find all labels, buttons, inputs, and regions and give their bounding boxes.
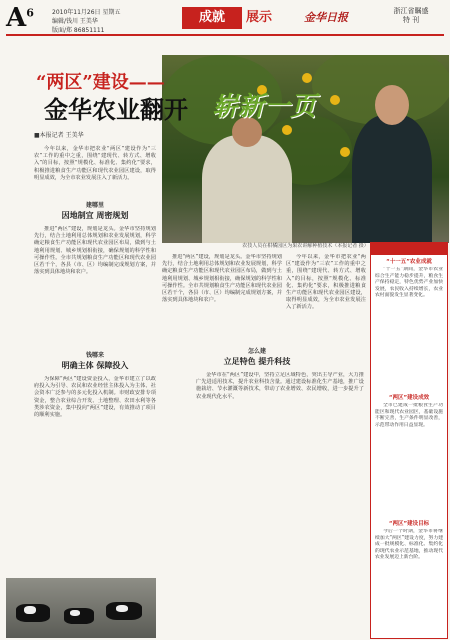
headline-stamp: 崭新一页 [212, 92, 317, 122]
sidebar-body-3: 今后一个时期，金华市将继续加大“两区”建设力度，努力建成一批规模化、标准化、集约化的现代农业示范基地，推动现代农业发展迈上新台阶。 [375, 529, 443, 561]
sidebar-header-bar [371, 243, 447, 255]
farmer-figure [202, 135, 292, 243]
column-continued [286, 254, 366, 344]
byline: ■本报记者 王美华 [34, 132, 84, 139]
section3-text: 金华市在“两区”建设中，坚持立足区域特色，突出主导产业，大力推广先进适用技术，提升农业科技含量。通过建设标准化生产基地，推广设施栽培、节水灌溉等新技术，带动了农业增效、农民增收，进一步提升了农业现代化水平。 [196, 372, 364, 400]
section2-title: 明确主体 保障投入 [61, 361, 129, 370]
lead-paragraph [34, 146, 156, 184]
desk-line: 版面/郑 86851111 [52, 27, 105, 34]
page-number [6, 3, 34, 33]
section1-continued-text: 推进“两区”建设，规划是龙头。金华市坚持规划先行，结合土地利用总体规划和农业发展规划，科学确定粮食生产功能区和现代农业园区布局，做到与土地利用规划、城乡规划相衔接，确保规划的科学性和可操作性。全市共规划粮食生产功能区和现代农业园区若干个，各县（市、区）均编制完成规划方案，并落实到具体地块和农户。 [162, 254, 282, 304]
sidebar-body-2: 全市已建成一批粮食生产功能区和现代农业园区，基础设施不断完善，生产条件明显改善，示范带动作用日益显现。 [375, 403, 443, 428]
section2-body [34, 376, 156, 574]
section1-continued [162, 254, 282, 344]
section3-body [196, 372, 364, 636]
sidebar-tag-1: “十一五”农业成就 [386, 259, 432, 265]
sidebar-box [370, 242, 448, 639]
hero-photo [162, 55, 449, 243]
headline: 金华农业翻开 [44, 95, 188, 124]
lead-text: 今年以来，金华市把农业“两区”建设作为“三农”工作的重中之重，围绕“建现代、转方式、增收入”的目标，按照“规模化、标准化、集约化”要求，积极推进粮食生产功能区和现代农业园区建设，取得明显成效，为全市农业发展注入了新活力。 [34, 146, 156, 181]
section-label: 成就 [182, 7, 242, 29]
column-continued-text: 今年以来，金华市把农业“两区”建设作为“三农”工作的重中之重，围绕“建现代、转方式、增收入”的目标，按照“规模化、标准化、集约化”要求，积极推进粮食生产功能区和现代农业园区建设，取得明显成效，为全市农业发展注入了新活力。 [286, 254, 366, 311]
photo-caption: 农技人员在柑橘园区为果农讲解种植技术（本报记者 摄） [242, 243, 369, 249]
page-header [0, 0, 450, 42]
section2-text: 为保障“两区”建设资金投入，金华市建立了以政府投入为引导、农民和农业经营主体投入为主体、社会资本广泛参与的多元化投入机制。市财政安排专项资金，整合农业综合开发、土地整理、农田水利等各类涉农资金，集中投向“两区”建设，有效推动了项目的顺利实施。 [34, 376, 156, 419]
section3-title: 立足特色 提升科技 [223, 357, 291, 366]
special-flag [378, 7, 444, 33]
cattle-photo [6, 578, 156, 638]
page-letter: A [6, 3, 27, 33]
masthead: 金华日报 [304, 11, 348, 24]
section1-body [34, 226, 156, 338]
section3-kicker: 怎么建 [247, 348, 266, 355]
flag-line-1: 浙江省瞩盛 [393, 7, 429, 15]
section2-kicker: 钱哪来 [85, 352, 104, 359]
section1-kicker: 建哪里 [85, 202, 104, 209]
section1-text: 推进“两区”建设，规划是龙头。金华市坚持规划先行，结合土地利用总体规划和农业发展规划，科学确定粮食生产功能区和现代农业园区布局，做到与土地利用规划、城乡规划相衔接，确保规划的科学性和可操作性。全市共规划粮食生产功能区和现代农业园区若干个，各县（市、区）均编制完成规划方案，并落实到具体地块和农户。 [34, 226, 156, 276]
headline-kicker: “两区”建设—— [36, 72, 165, 93]
section-label-2: 展示 [246, 10, 273, 25]
page-digit: 6 [26, 6, 34, 20]
sidebar-body-1: “十一五”期间，金华市农业综合生产能力稳步提升，粮食生产保持稳定，特色优势产业加快发展，农民收入持续增长，农业农村面貌发生显著变化。 [375, 267, 443, 299]
header-rule [6, 34, 444, 36]
flag-line-2: 特 刊 [402, 16, 420, 24]
section1-title: 因地制宜 周密规划 [61, 211, 129, 220]
editor-line: 编辑/钱川 王美华 [52, 18, 98, 25]
sidebar-tag-2: “两区”建设成效 [388, 395, 430, 401]
date-line: 2010年11月26日 星期五 [52, 9, 121, 16]
sidebar-tag-3: “两区”建设目标 [388, 521, 430, 527]
issue-meta [52, 8, 120, 35]
technician-figure [352, 115, 432, 243]
